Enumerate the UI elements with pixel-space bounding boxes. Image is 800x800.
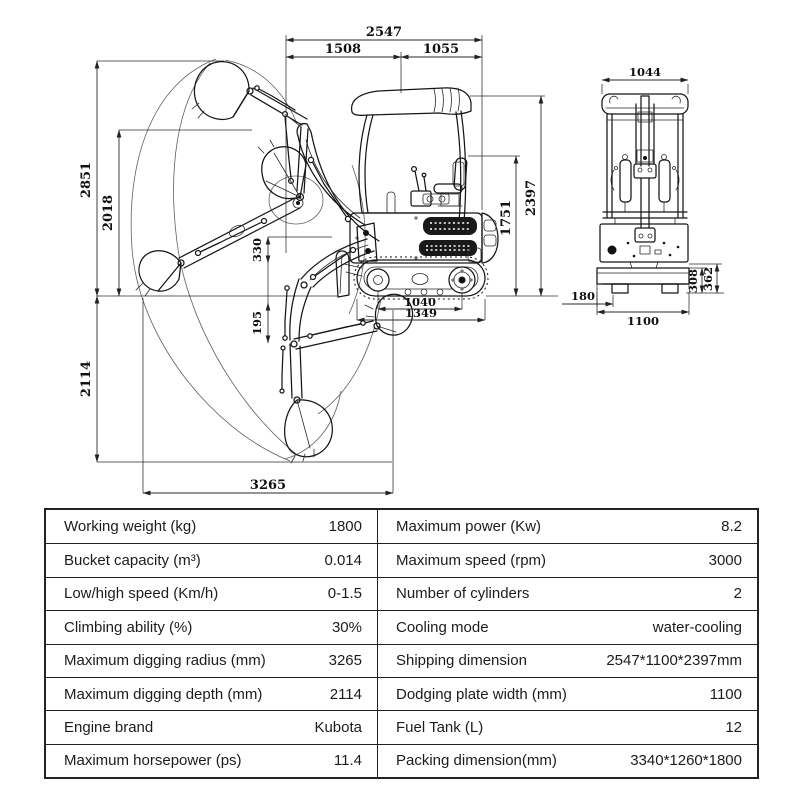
spec-value: 30% — [331, 618, 362, 636]
spec-label: Maximum digging depth (mm) — [64, 685, 263, 703]
spec-label: Dodging plate width (mm) — [396, 685, 567, 703]
dim-label-rear-length: 1055 — [422, 42, 460, 57]
dim-label-wheelbase: 1040 — [403, 295, 437, 309]
spec-value: 12 — [725, 719, 742, 737]
spec-label: Maximum horsepower (ps) — [64, 752, 242, 770]
dimension-lines-side — [79, 25, 558, 493]
spec-label: Number of cylinders — [396, 585, 530, 603]
spec-label: Maximum speed (rpm) — [396, 552, 547, 570]
spec-label: Climbing ability (%) — [64, 618, 193, 636]
spec-value: 8.2 — [721, 518, 742, 536]
table-row — [46, 644, 757, 677]
spec-value: 2547*1100*2397mm — [606, 652, 742, 670]
dimension-lines-rear — [562, 65, 724, 328]
dim-label-330: 330 — [250, 237, 264, 263]
table-row — [46, 577, 757, 610]
excavator-side-view — [136, 62, 498, 463]
spec-label: Bucket capacity (m³) — [64, 552, 201, 570]
table-row — [46, 543, 757, 576]
dim-label-dig-depth: 2114 — [79, 360, 94, 398]
dim-label-front-length: 1508 — [324, 42, 362, 57]
spec-label: Low/high speed (Km/h) — [64, 585, 219, 603]
table-row — [46, 610, 757, 643]
table-row — [46, 710, 757, 743]
spec-label: Maximum digging radius (mm) — [64, 652, 266, 670]
table-row — [46, 744, 757, 777]
excavator-rear-view — [597, 94, 689, 293]
spec-label: Shipping dimension — [396, 652, 527, 670]
spec-value: 2114 — [329, 685, 362, 703]
spec-table — [44, 508, 759, 779]
dim-label-rear-width: 1044 — [628, 65, 662, 79]
spec-value: 3340*1260*1800 — [630, 752, 742, 770]
dim-label-overall-length: 2547 — [365, 25, 403, 40]
spec-value: Kubota — [314, 719, 362, 737]
spec-value: 3000 — [708, 552, 742, 570]
spec-label: Cooling mode — [396, 618, 489, 636]
dim-label-180: 180 — [570, 289, 596, 303]
dim-label-195: 195 — [250, 310, 264, 336]
spec-label: Maximum power (Kw) — [396, 518, 542, 536]
spec-value: water-cooling — [652, 618, 742, 636]
spec-value: 0-1.5 — [327, 585, 362, 603]
dim-label-track-width: 1100 — [626, 314, 660, 328]
dim-label-308: 308 — [686, 268, 700, 294]
table-row — [46, 677, 757, 710]
dim-label-dig-radius: 3265 — [249, 478, 287, 493]
spec-value: 11.4 — [333, 752, 362, 770]
spec-label: Engine brand — [64, 719, 154, 737]
spec-value: 1800 — [328, 518, 362, 536]
spec-value: 2 — [733, 585, 742, 603]
dim-label-max-height: 2851 — [79, 161, 94, 199]
spec-value: 3265 — [328, 652, 362, 670]
spec-label: Packing dimension(mm) — [396, 752, 557, 770]
dim-label-overall-height: 2397 — [524, 179, 539, 217]
dim-label-track-length: 1349 — [404, 306, 438, 320]
table-row — [46, 510, 757, 543]
spec-value: 0.014 — [324, 552, 362, 570]
dim-label-dump-height: 2018 — [101, 194, 116, 232]
dim-label-362: 362 — [701, 266, 715, 292]
spec-label: Fuel Tank (L) — [396, 719, 484, 737]
dim-label-body-height: 1751 — [499, 199, 514, 237]
spec-value: 1100 — [709, 685, 742, 703]
spec-label: Working weight (kg) — [64, 518, 197, 536]
